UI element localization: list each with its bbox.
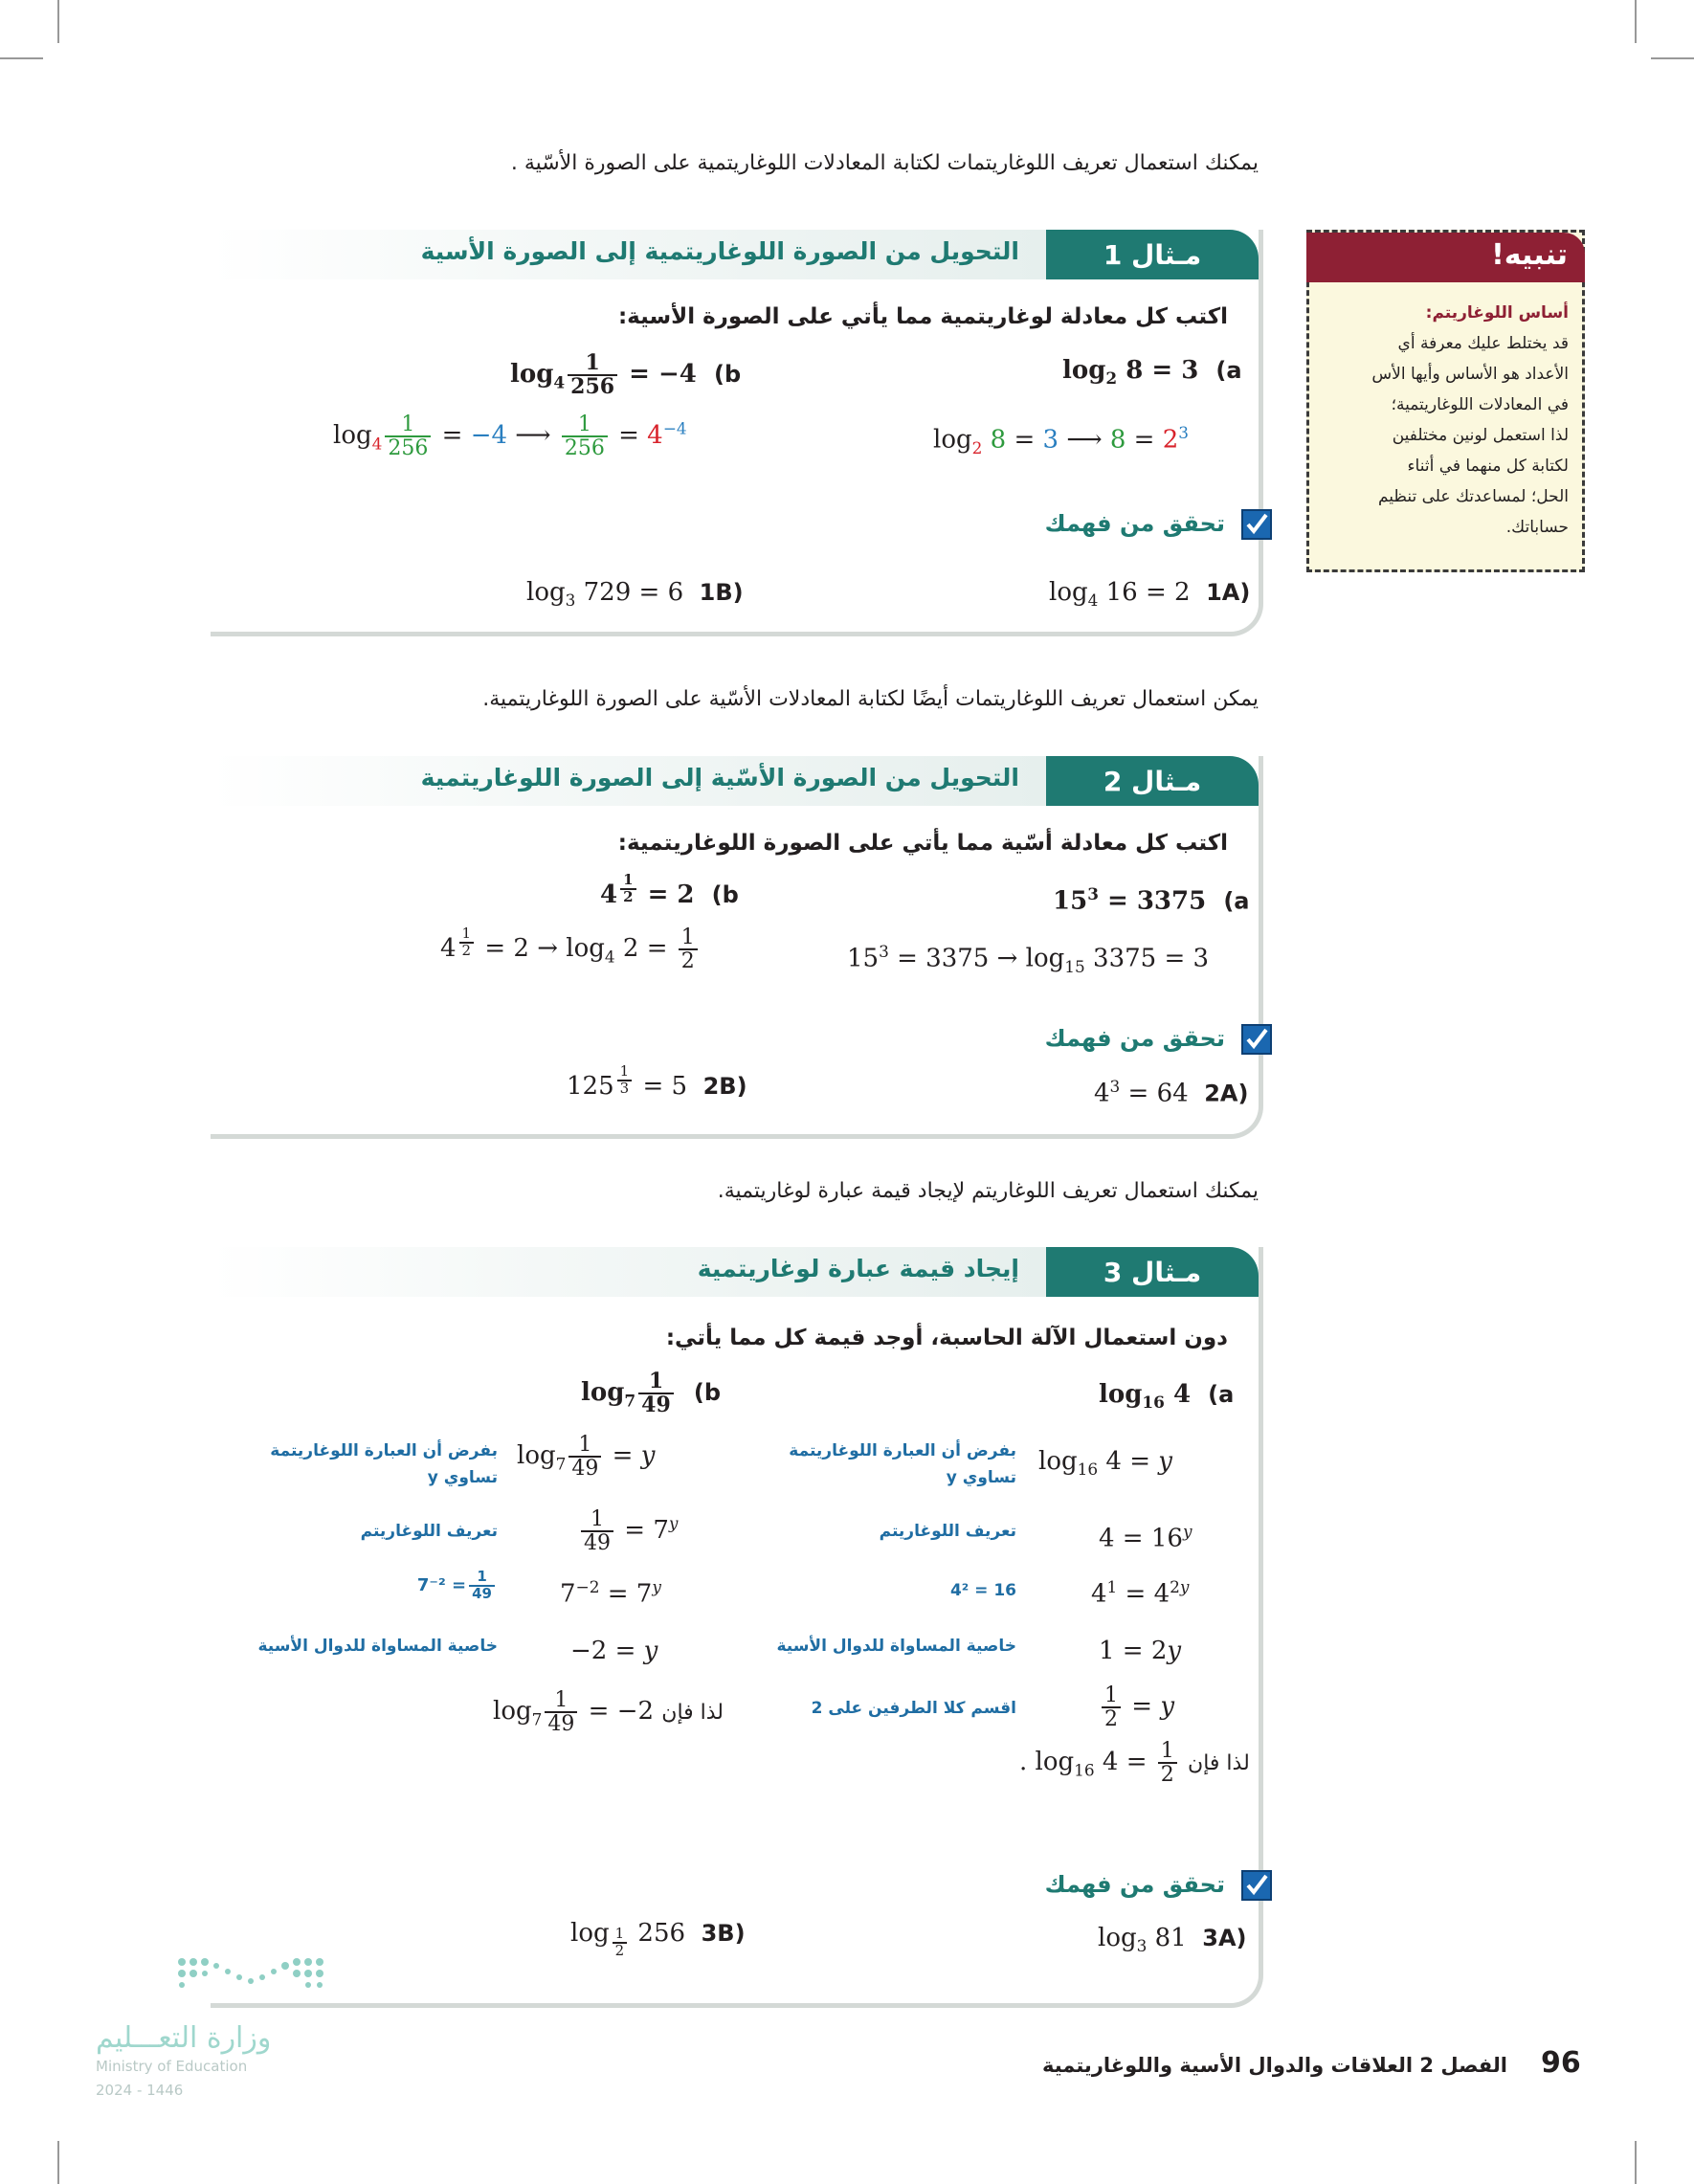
example-3a-step-2: $4 = 16^y$ <box>1099 1522 1192 1553</box>
example-3a-step-5: $\frac{1}{2}$ = y <box>1099 1684 1174 1730</box>
crop-mark <box>57 2141 59 2184</box>
crop-mark <box>57 0 59 43</box>
ministry-name-en: Ministry of Education <box>96 2058 248 2075</box>
crop-mark <box>1651 57 1694 59</box>
note-sixteen: 16 = 4² <box>949 1581 1016 1600</box>
warning-title: تنبيه! <box>1491 238 1568 272</box>
so-label: لذا فإن <box>1188 1751 1250 1776</box>
note-line: تساوي y <box>946 1468 1016 1487</box>
example-3b-problem: $\log_7$ $\frac{1}{49}$ (b <box>581 1369 722 1418</box>
check-2A: $4^3 = 64$ 2A) <box>1094 1077 1249 1108</box>
example-3b-step-3: $7^{-2} = 7^y$ <box>560 1577 661 1609</box>
example-2-title: التحويل من الصورة الأسّية إلى الصورة اللوغاريتمية <box>420 764 1019 791</box>
crop-mark <box>1635 0 1637 43</box>
example-1-tab: مـثال 1 <box>1046 230 1259 279</box>
label-1A: 1A) <box>1206 579 1251 606</box>
example-3a-conclusion: . $\log_{16} 4$ = $\frac{1}{2}$ لذا فإن <box>1019 1739 1250 1788</box>
check-icon <box>1241 509 1272 540</box>
note-frac49: $\frac{1}{49}$ = 7⁻² <box>417 1570 498 1602</box>
intro-text-3: يمكنك استعمال تعريف اللوغاريتم لإيجاد قيمة عبارة لوغاريتمية. <box>717 1179 1259 1203</box>
note-line: تساوي y <box>427 1468 498 1487</box>
checkmark-icon <box>1243 1026 1270 1053</box>
note-equality-a: خاصية المساواة للدوال الأسية <box>776 1637 1016 1656</box>
example-2-tab: مـثال 2 <box>1046 756 1259 806</box>
warning-header <box>1306 233 1585 282</box>
example-1-instruction: اكتب كل معادلة لوغاريتمية مما يأتي على الصورة الأسية: <box>617 304 1228 329</box>
note-definition-b: تعريف اللوغاريتم <box>360 1522 498 1541</box>
label-2B: 2B) <box>702 1072 747 1100</box>
label-3B: 3B) <box>701 1920 746 1947</box>
warning-box <box>1306 230 1585 572</box>
warning-body <box>1325 298 1569 543</box>
example-2b-solution: 4 $^{\frac{1}{2}}$ = $2 \to \log_4 2$ = $\frac{1}{2}$ <box>440 926 701 972</box>
example-3-title: إيجاد قيمة عبارة لوغاريتمية <box>697 1255 1019 1282</box>
example-1a-problem: $\log_2 8 = 3$ (a <box>1062 356 1242 389</box>
example-3b-step-2: $\frac{1}{49}$ = $7^y$ <box>578 1508 678 1554</box>
example-2-header <box>211 756 1259 806</box>
label-3A: 3A) <box>1202 1925 1247 1951</box>
ministry-logo-dots <box>172 1952 340 1995</box>
so-label: لذا فإن <box>661 1701 724 1726</box>
chapter-number: الفصل 2 <box>1419 2054 1507 2077</box>
example-3b-step-1: $\log_7$ $\frac{1}{49}$ = y <box>517 1433 656 1482</box>
example-2b-problem: 4 $^{\frac{1}{2}}$ = 2 (b <box>600 871 739 909</box>
page-number: 96 <box>1541 2046 1581 2080</box>
warning-subtitle: أساس اللوغاريتم: <box>1425 303 1569 323</box>
note-frac49-text: = 7⁻² <box>416 1574 467 1595</box>
example-3b-step-4: −2 = y <box>570 1637 658 1665</box>
note-divide: اقسم كلا الطرفين على 2 <box>811 1699 1016 1718</box>
note-line: بفرض أن العبارة اللوغاريتمة <box>270 1441 498 1460</box>
example-3a-step-4: 1 = 2y <box>1099 1637 1182 1665</box>
check-title-3: تحقق من فهمك <box>1044 1871 1225 1898</box>
intro-text-1: يمكنك استعمال تعريف اللوغاريتمات لكتابة المعادلات اللوغاريتمية على الصورة الأسّية . <box>510 151 1259 175</box>
warning-line: في المعادلات اللوغاريتمية؛ <box>1391 395 1569 414</box>
label-1B: 1B) <box>699 579 744 606</box>
example-1a-solution: $\log_2 8 = 3$ ⟶ $8 = 2^3$ <box>933 423 1190 457</box>
check-icon <box>1241 1870 1272 1901</box>
check-icon <box>1241 1024 1272 1055</box>
example-3-tab: مـثال 3 <box>1046 1247 1259 1297</box>
checkmark-icon <box>1243 511 1270 538</box>
ministry-name-ar: وزارة التعـــليم <box>96 2021 272 2055</box>
example-1-header <box>211 230 1259 279</box>
intro-text-2: يمكن استعمال تعريف اللوغاريتمات أيضًا لكتابة المعادلات الأسّية على الصورة اللوغاريتمية. <box>482 687 1259 711</box>
crop-mark <box>1635 2141 1637 2184</box>
note-definition-a: تعريف اللوغاريتم <box>879 1522 1016 1541</box>
label-2A: 2A) <box>1204 1080 1249 1107</box>
ministry-year: 2024 - 1446 <box>96 2082 184 2099</box>
note-equality-b: خاصية المساواة للدوال الأسية <box>257 1637 498 1656</box>
example-3a-problem: $\log_{16} 4$ (a <box>1099 1380 1235 1413</box>
ministry-logo <box>172 1952 340 1995</box>
example-3a-step-3: $4^1 = 4^{2y}$ <box>1091 1577 1190 1609</box>
example-3-instruction: دون استعمال الآلة الحاسبة، أوجد قيمة كل مما يأتي: <box>665 1326 1228 1350</box>
warning-line: قد يختلط عليك معرفة أي <box>1397 334 1569 353</box>
footer-chapter <box>1042 2054 1507 2077</box>
warning-line: حساباتك. <box>1505 518 1569 537</box>
crop-mark <box>0 57 43 59</box>
check-1B: $\log_3 729 = 6$ 1B) <box>526 578 744 611</box>
example-1-title: التحويل من الصورة اللوغاريتمية إلى الصورة الأسية <box>420 237 1019 265</box>
warning-line: الحل؛ لمساعدتك على تنظيم <box>1377 487 1569 506</box>
warning-line: لكتابة كل منهما في أثناء <box>1407 457 1569 476</box>
check-title-2: تحقق من فهمك <box>1044 1025 1225 1052</box>
check-3B: log $_{\frac{1}{2}}$ 256 3B) <box>570 1919 746 1959</box>
note-line: بفرض أن العبارة اللوغاريتمة <box>789 1441 1016 1460</box>
example-3-header <box>211 1247 1259 1297</box>
check-3A: $\log_3 81$ 3A) <box>1098 1924 1247 1956</box>
check-1A: $\log_4 16 = 2$ 1A) <box>1049 578 1251 611</box>
note-assume-a <box>789 1437 1016 1491</box>
check-title-1: تحقق من فهمك <box>1044 510 1225 537</box>
example-2a-problem: $15^3 = 3375$ (a <box>1053 884 1250 916</box>
example-1b-solution: $\log_4$ $\frac{1}{256}$ = −4 ⟶ $\frac{1}{256}$ = $4^{-4}$ <box>333 412 687 461</box>
example-3a-step-1: $\log_{16} 4 = y$ <box>1038 1447 1172 1480</box>
warning-line: الأعداد هو الأساس وأيها الأس <box>1371 365 1569 384</box>
check-2B: 125 $^{\frac{1}{3}}$ = 5 2B) <box>567 1062 747 1101</box>
example-2a-solution: $15^3 = 3375 \to \log_{15} 3375 = 3$ <box>847 942 1210 976</box>
warning-line: لذا استعمل لونين مختلفين <box>1392 426 1569 445</box>
example-2-instruction: اكتب كل معادلة أسّية مما يأتي على الصورة اللوغاريتمية: <box>617 831 1228 856</box>
example-3b-conclusion: $\log_7$ $\frac{1}{49}$ = −2 لذا فإن <box>493 1688 724 1737</box>
chapter-title: العلاقات والدوال الأسية واللوغاريتمية <box>1041 2054 1414 2077</box>
example-1b-problem: $\log_4$ $\frac{1}{256}$ = −4 (b <box>510 350 742 400</box>
note-assume-b <box>270 1437 498 1491</box>
checkmark-icon <box>1243 1872 1270 1899</box>
